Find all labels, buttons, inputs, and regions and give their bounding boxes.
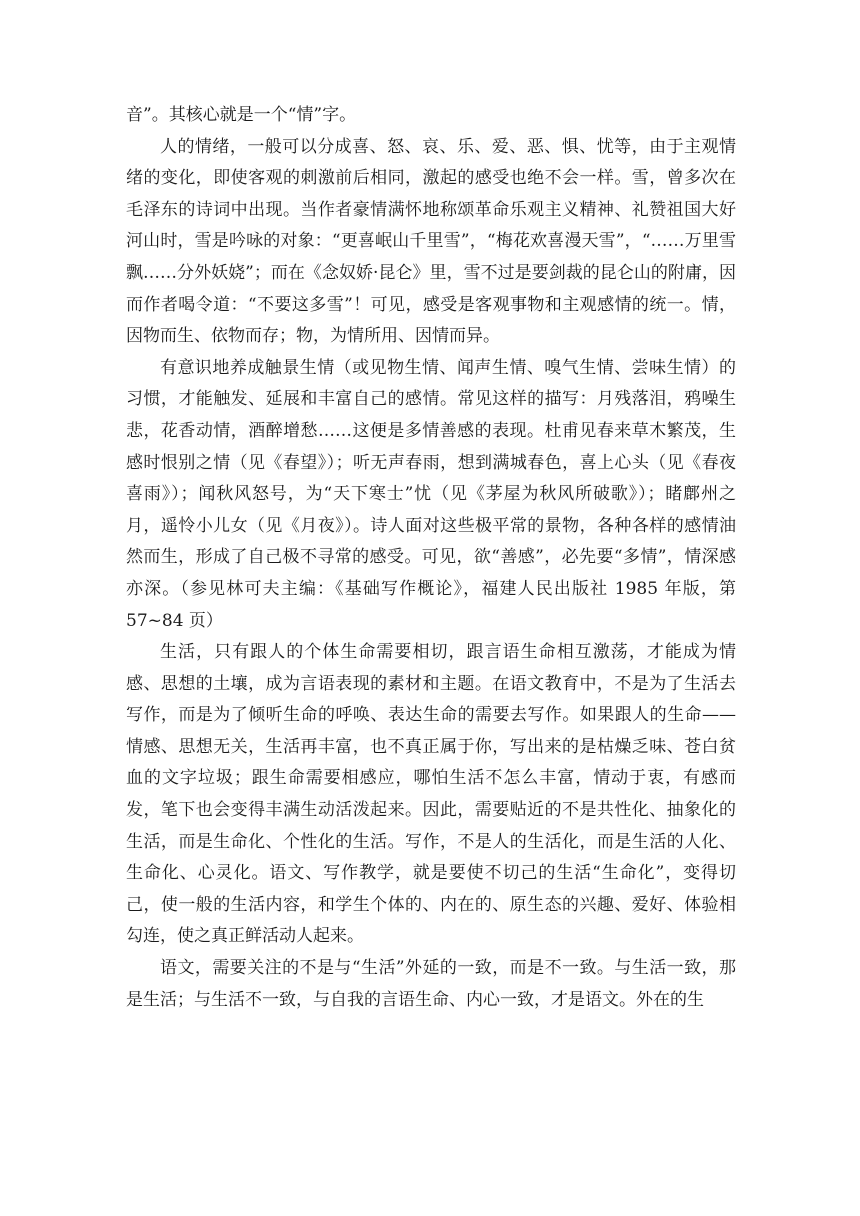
body-text [126, 100, 736, 1016]
paragraph-emotion-and-snow: 人的情绪，一般可以分成喜、怒、哀、乐、爱、恶、惧、忧等，由于主观情绪的变化，即使客观的刺激前后相同，激起的感受也绝不会一样。雪，曾多次在毛泽东的诗词中出现。当作者豪情满怀地称颂革命乐观主义精神、礼赞祖国大好河山时，雪是吟咏的对象：“更喜岷山千里雪”，“梅花欢喜漫天雪”，“……万里雪飘……分外妖娆”；而在《念奴娇·昆仑》里，雪不过是要剑裁的昆仑山的附庸，因而作者喝令道：“不要这多雪”！可见，感受是客观事物和主观感情的统一。情，因物而生、依物而存；物，为情所用、因情而异。 [126, 136, 736, 347]
paragraph-life-and-writing: 生活，只有跟人的个体生命需要相切，跟言语生命相互激荡，才能成为情感、思想的土壤，成为言语表现的素材和主题。在语文教育中，不是为了生活去写作，而是为了倾听生命的呼唤、表达生命的需要去写作。如果跟人的生命——情感、思想无关，生活再丰富，也不真正属于你，写出来的是枯燥乏味、苍白贫血的文字垃圾；跟生命需要相感应，哪怕生活不怎么丰富，情动于衷，有感而发，笔下也会变得丰满生动活泼起来。因此，需要贴近的不是共性化、抽象化的生活，而是生命化、个性化的生活。写作，不是人的生活化，而是生活的人化、生命化、心灵化。语文、写作教学，就是要使不切己的生活“生命化”，变得切己，使一般的生活内容，和学生个体的、内在的、原生态的兴趣、爱好、体验相勾连，使之真正鲜活动人起来。 [126, 642, 736, 947]
paragraph-language-vs-life: 语文，需要关注的不是与“生活”外延的一致，而是不一致。与生活一致，那是生活；与生活不一致，与自我的言语生命、内心一致，才是语文。外在的生 [126, 958, 736, 1010]
paragraph-continuation: 音”。其核心就是一个“情”字。 [126, 105, 357, 125]
paragraph-touching-scenery: 有意识地养成触景生情（或见物生情、闻声生情、嗅气生情、尝味生情）的习惯，才能触发、延展和丰富自己的感情。常见这样的描写：月残落泪，鸦噪生悲，花香动情，酒醉增愁……这便是多情善感的表现。杜甫见春来草木繁茂，生感时恨别之情（见《春望》）；听无声春雨，想到满城春色，喜上心头（见《春夜喜雨》）；闻秋风怒号，为“天下寒士”忧（见《茅屋为秋风所破歌》）；睹鄜州之月，遥怜小儿女（见《月夜》）。诗人面对这些极平常的景物，各种各样的感情油然而生，形成了自己极不寻常的感受。可见，欲“善感”，必先要“多情”，情深感亦深。（参见林可夫主编：《基础写作概论》，福建人民出版社 1985 年版，第 57~84 页） [126, 357, 736, 631]
